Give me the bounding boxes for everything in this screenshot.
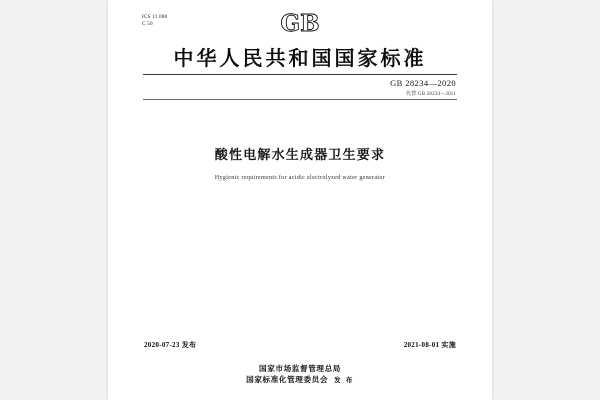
gb-emblem-icon — [278, 10, 322, 36]
publish-label: 发 布 — [334, 376, 354, 384]
document-title-english: Hygienic requirements for acidic electrolyzed water generator — [214, 175, 386, 181]
header-rule-bottom — [143, 99, 457, 100]
issuer-line-1: 国家市场监督管理总局 — [259, 364, 341, 373]
national-standard-heading: 中华人民共和国国家标准 — [173, 46, 427, 70]
document-title-chinese: 酸性电解水生成器卫生要求 — [214, 148, 386, 163]
issuer-line-2-wrap — [142, 374, 458, 386]
svg-text:GB: GB — [280, 10, 320, 36]
implementation-date: 2021-08-01 实施 — [403, 341, 456, 349]
cover-content — [142, 0, 458, 400]
date-row — [144, 340, 456, 350]
ics-line-1: ICS 11.080 — [142, 14, 168, 20]
ics-classification — [142, 14, 167, 28]
standard-replaces-note: 代替 GB 28234—2011 — [406, 92, 456, 97]
issuing-authority — [142, 363, 458, 386]
standard-cover-sheet — [108, 0, 492, 400]
standard-code-block — [390, 78, 456, 97]
ics-line-2: C 50 — [142, 21, 153, 27]
issuer-line-2: 国家标准化管理委员会 — [246, 375, 329, 384]
issue-date: 2020-07-23 发布 — [144, 341, 197, 349]
standard-number: GB 28234—2020 — [390, 78, 456, 88]
header-rule-top — [143, 74, 457, 75]
